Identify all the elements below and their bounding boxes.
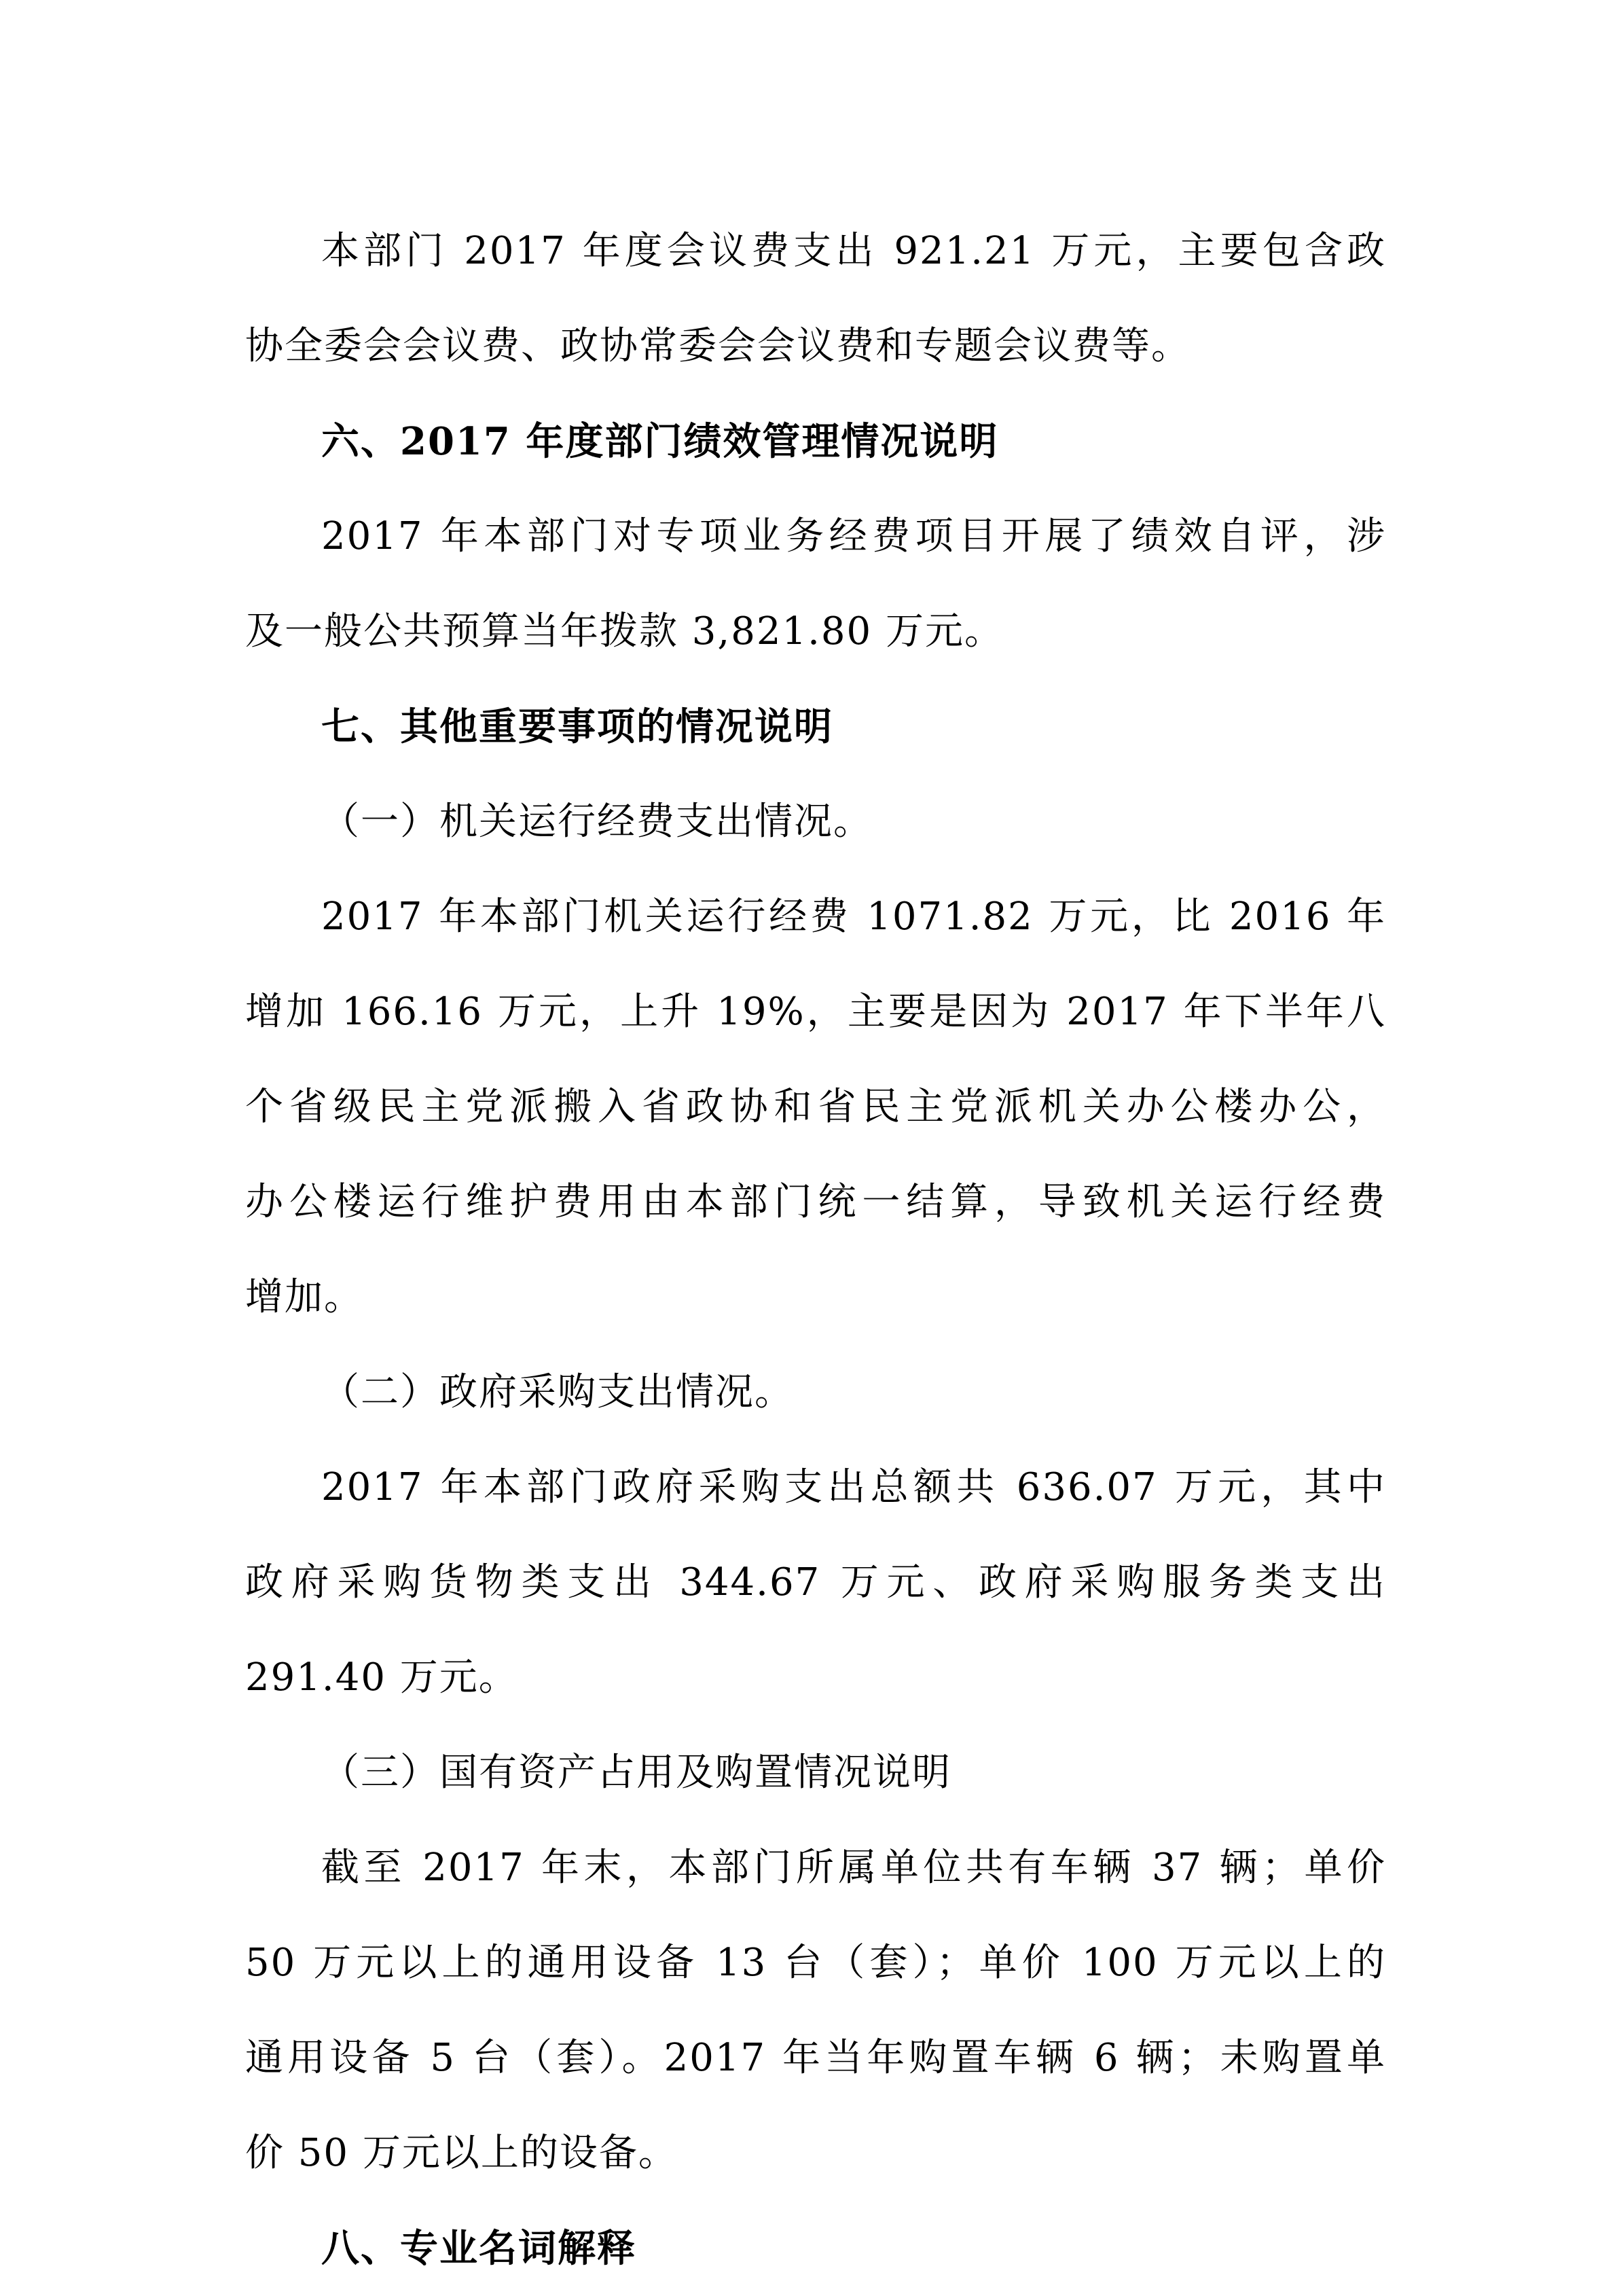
paragraph-line: 价 50 万元以上的设备。	[245, 2131, 678, 2175]
section-heading-7: 七、其他重要事项的情况说明	[321, 704, 833, 749]
paragraph-line: 291.40 万元。	[245, 1655, 518, 1700]
subsection-heading-3: （三）国有资产占用及购置情况说明	[321, 1751, 951, 1795]
paragraph-line: 50 万元以上的通用设备 13 台（套）；单价 100 万元以上的	[245, 1941, 1386, 1985]
paragraph-line: 本部门 2017 年度会议费支出 921.21 万元，主要包含政	[321, 229, 1386, 273]
paragraph-line: 2017 年本部门政府采购支出总额共 636.07 万元，其中	[321, 1465, 1386, 1509]
paragraph-line: 2017 年本部门对专项业务经费项目开展了绩效自评，涉	[321, 514, 1386, 558]
section-heading-6: 六、2017 年度部门绩效管理情况说明	[321, 419, 999, 464]
paragraph-line: 增加。	[245, 1275, 363, 1319]
subsection-heading-1: （一）机关运行经费支出情况。	[321, 800, 873, 844]
subsection-heading-2: （二）政府采购支出情况。	[321, 1370, 794, 1414]
paragraph-line: 个省级民主党派搬入省政协和省民主党派机关办公楼办公，	[245, 1085, 1386, 1129]
paragraph-line: 通用设备 5 台（套）。2017 年当年购置车辆 6 辆；未购置单	[245, 2036, 1386, 2080]
document-body	[245, 204, 1386, 2296]
paragraph-line: 2017 年本部门机关运行经费 1071.82 万元，比 2016 年	[321, 895, 1386, 939]
paragraph-line: 办公楼运行维护费用由本部门统一结算，导致机关运行经费	[245, 1180, 1386, 1224]
section-heading-8: 八、专业名词解释	[321, 2226, 636, 2271]
paragraph-line: 截至 2017 年末，本部门所属单位共有车辆 37 辆；单价	[321, 1846, 1386, 1890]
paragraph-line: 增加 166.16 万元，上升 19%，主要是因为 2017 年下半年八	[245, 990, 1386, 1034]
paragraph-line: 协全委会会议费、政协常委会会议费和专题会议费等。	[245, 324, 1191, 368]
paragraph-line: 及一般公共预算当年拨款 3,821.80 万元。	[245, 609, 1004, 653]
paragraph-line: 政府采购货物类支出 344.67 万元、政府采购服务类支出	[245, 1560, 1386, 1604]
